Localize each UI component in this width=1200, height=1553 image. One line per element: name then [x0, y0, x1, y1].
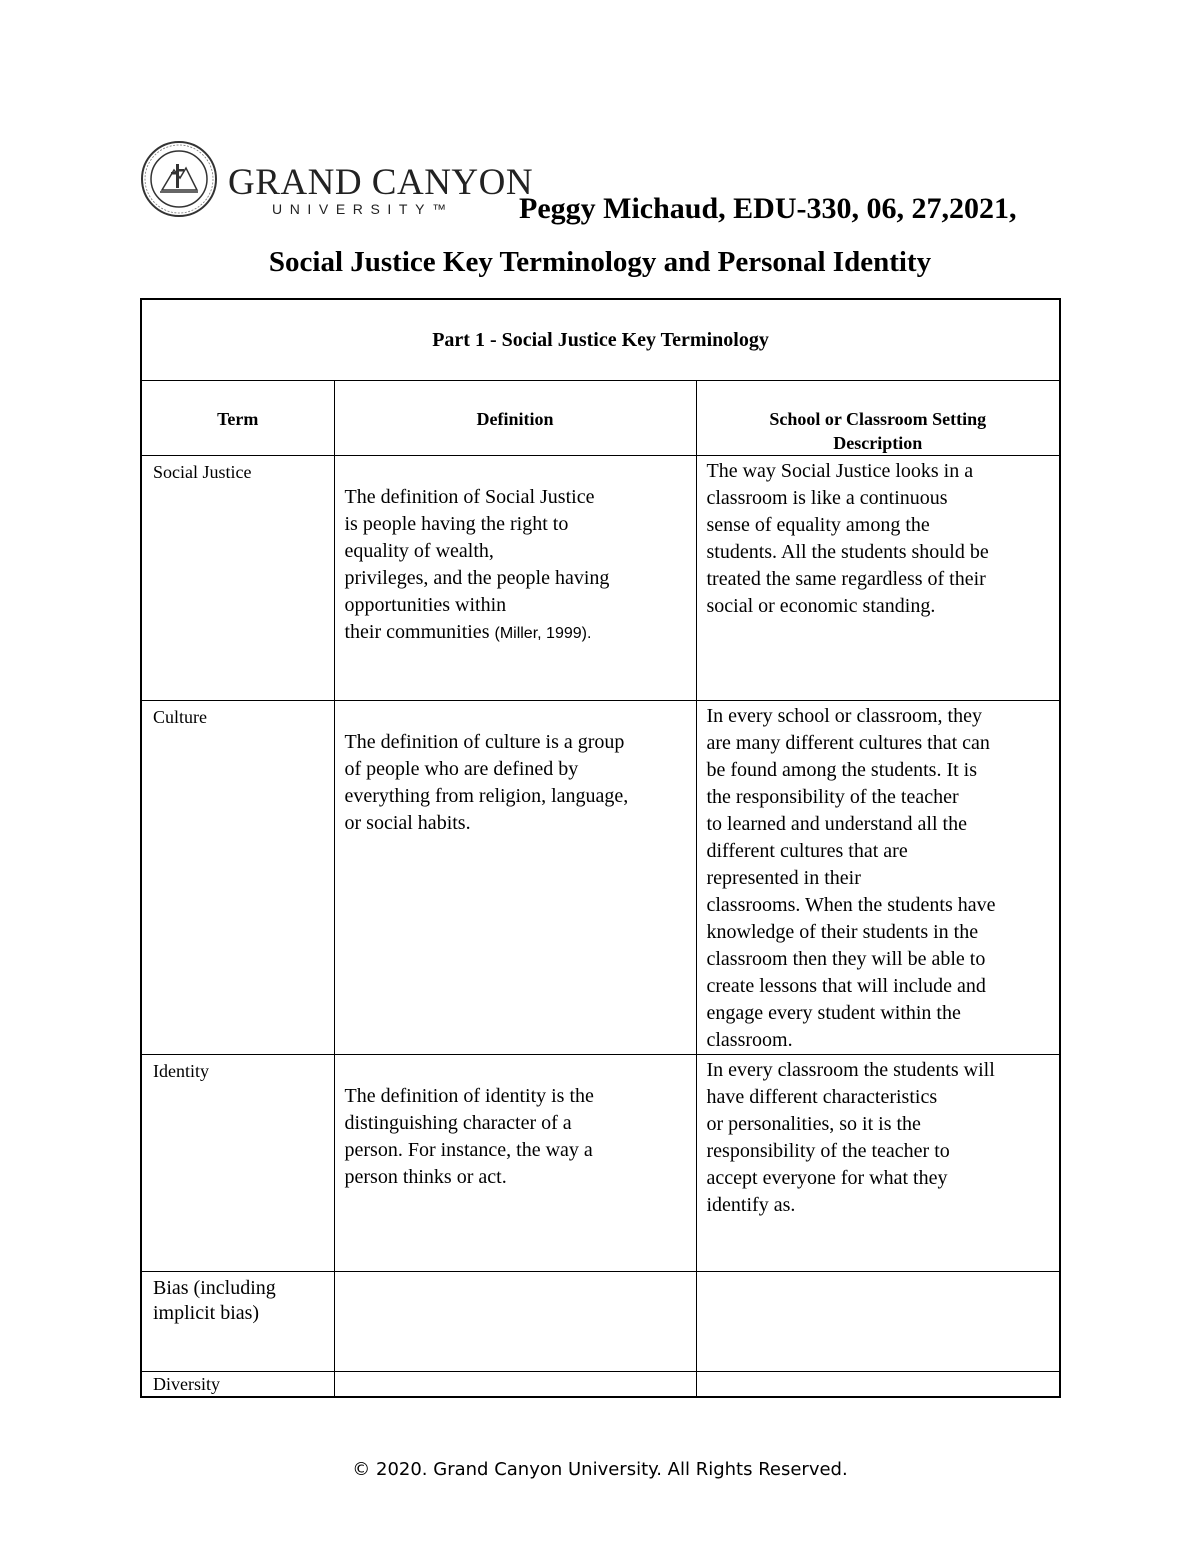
column-header-description: School or Classroom Setting Description: [696, 381, 1060, 456]
part-heading: Part 1 - Social Justice Key Terminology: [141, 299, 1060, 381]
description-cell: In every classroom the students will have different characteristics or personalities, so it is the responsibility of the teacher to accept everyone for what they identify as.: [696, 1055, 1060, 1272]
table-row: [141, 1272, 1060, 1372]
table-row: [141, 1372, 1060, 1398]
terminology-table: [140, 298, 1061, 1398]
column-header-definition: Definition: [334, 381, 696, 456]
definition-cell: The definition of Social Justice is people having the right to equality of wealth, privileges, and the people having opportunities within their communities (Miller, 1999).: [334, 456, 696, 701]
university-name: GRAND CANYON: [228, 162, 534, 203]
definition-cell: [334, 1272, 696, 1372]
description-cell: In every school or classroom, they are many different cultures that can be found among the students. It is the responsibility of the teacher to learned and understand all the different cultures that are represented in their classrooms. When the students have knowledge of their students in the classroom then they will be able to create lessons that will include and engage every student within the classroom.: [696, 701, 1060, 1055]
definition-cell: [334, 1372, 696, 1398]
term-cell: Social Justice: [141, 456, 334, 701]
student-header: Peggy Michaud, EDU-330, 06, 27,2021,: [519, 192, 1017, 225]
term-cell: Culture: [141, 701, 334, 1055]
description-cell: [696, 1372, 1060, 1398]
table-row: [141, 701, 1060, 1055]
part-heading-row: [141, 299, 1060, 381]
column-header-term: Term: [141, 381, 334, 456]
copyright-footer: © 2020. Grand Canyon University. All Rights Reserved.: [352, 1459, 848, 1480]
description-cell: [696, 1272, 1060, 1372]
university-logo: [140, 140, 534, 220]
university-seal-icon: [140, 140, 218, 218]
column-header-row: [141, 381, 1060, 456]
term-cell: Bias (including implicit bias): [141, 1272, 334, 1372]
description-cell: The way Social Justice looks in a classroom is like a continuous sense of equality among the students. All the students should be treated the same regardless of their social or economic standing.: [696, 456, 1060, 701]
table-row: [141, 456, 1060, 701]
definition-cell: The definition of identity is the distinguishing character of a person. For instance, the way a person thinks or act.: [334, 1055, 696, 1272]
term-cell: Diversity: [141, 1372, 334, 1398]
definition-cell: The definition of culture is a group of people who are defined by everything from religion, language, or social habits.: [334, 701, 696, 1055]
term-cell: Identity: [141, 1055, 334, 1272]
document-title: Social Justice Key Terminology and Personal Identity: [268, 246, 932, 278]
university-subtitle: UNIVERSITY™: [272, 201, 454, 217]
citation: (Miller, 1999).: [494, 625, 592, 642]
table-row: [141, 1055, 1060, 1272]
